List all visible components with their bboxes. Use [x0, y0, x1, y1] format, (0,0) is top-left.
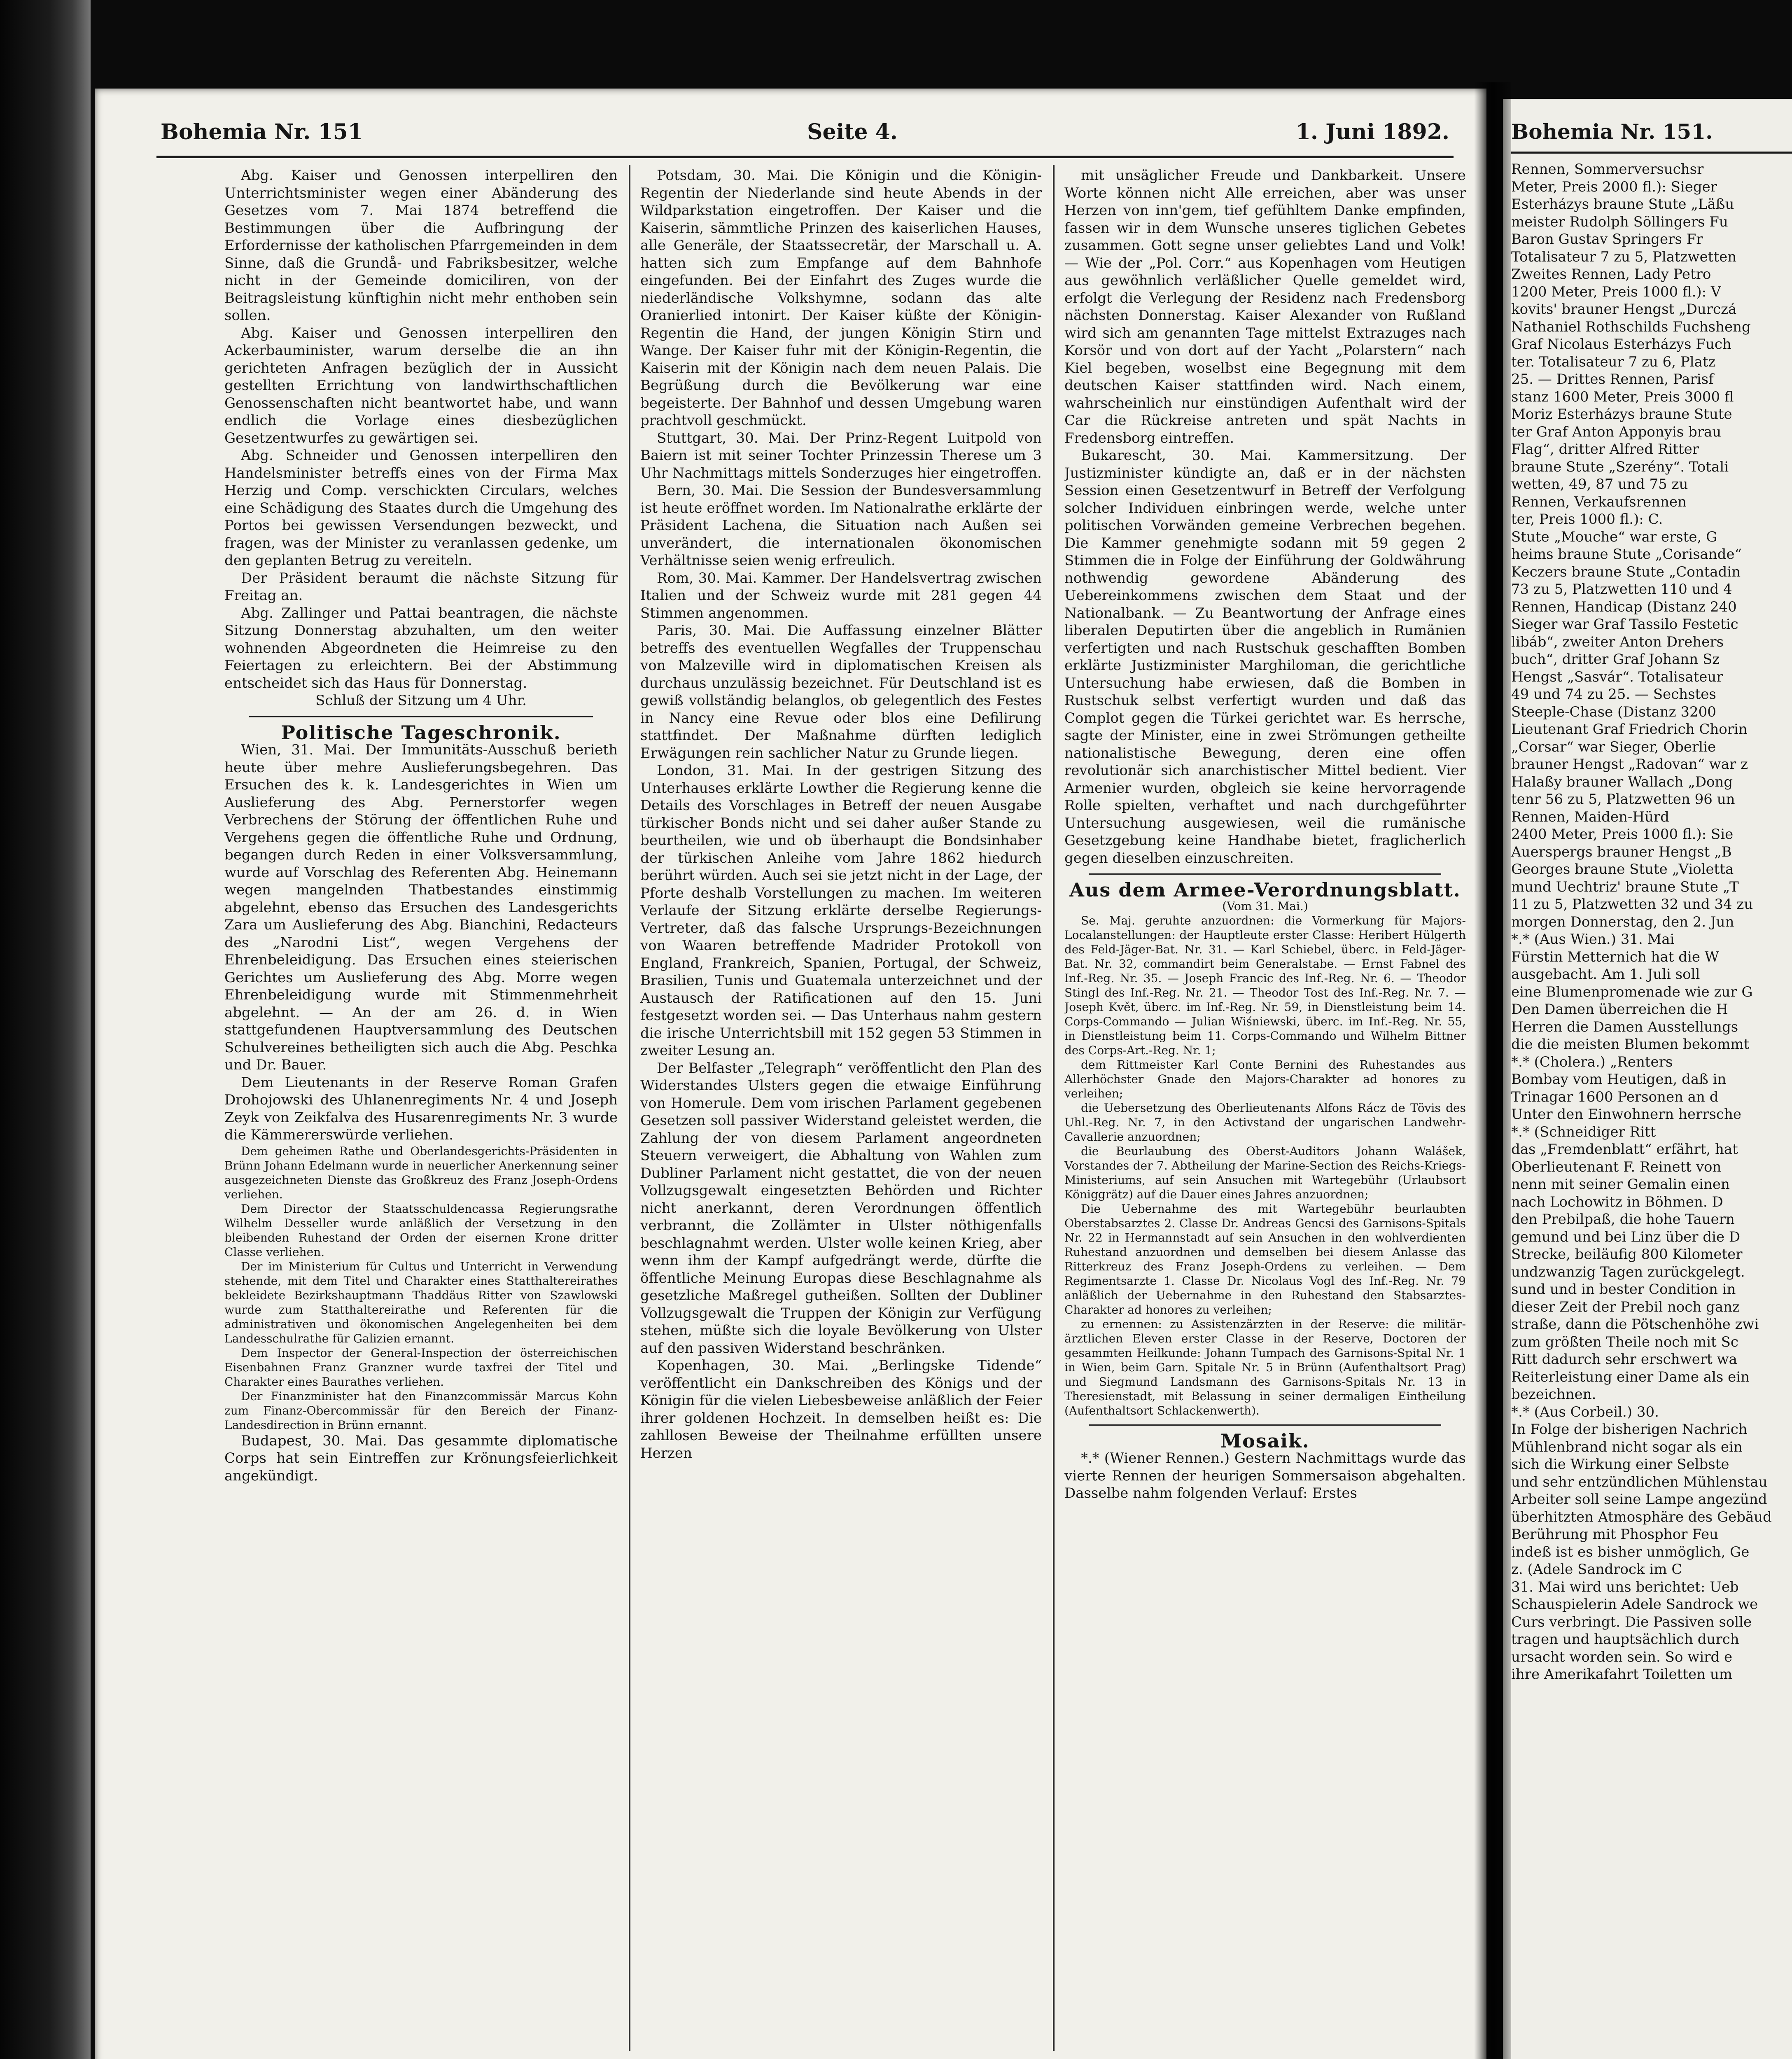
adjacent-page-line: Georges braune Stute „Violetta: [1511, 861, 1734, 878]
article-paragraph: Dem Lieutenants in der Reserve Roman Grafen Drohojowski des Uhlanenregiments Nr. 4 und Joseph Zeyk von Zeikfalva des Husarenregiments Nr. 3 wurde die Kämmererswürde verliehen.: [224, 1074, 618, 1143]
article-paragraph: Dem Inspector der General-Inspection der österreichischen Eisenbahnen Franz Granzner wurde taxfrei der Titel und Charakter eines Baurathes verliehen.: [224, 1346, 618, 1389]
adjacent-page-line: Auerspergs brauner Hengst „B: [1511, 843, 1732, 860]
decree-paragraph: die Uebersetzung des Oberlieutenants Alfons Rácz de Tövis des Uhl.-Reg. Nr. 7, in den Activstand der ungarischen Landwehr-Cavallerie anzuordnen;: [1064, 1101, 1466, 1144]
adjacent-page-line: Esterházys braune Stute „Läßu: [1511, 196, 1734, 212]
article-paragraph: Der im Ministerium für Cultus und Unterricht in Verwendung stehende, mit dem Titel und Charakter eines Statthaltereirathes bekleidete Bezirkshauptmann Thaddäus Ritter von Szawlowski wurde zum Statthaltereirathe und Referenten für die administrativen und ökonomischen Angelegenheiten bei dem Landesschulrathe für Galizien ernannt.: [224, 1259, 618, 1345]
adjacent-page-line: überhitzten Atmosphäre des Gebäud: [1511, 1508, 1772, 1525]
adjacent-page-line: Stute „Mouche“ war erste, G: [1511, 528, 1717, 545]
article-paragraph: Wien, 31. Mai. Der Immunitäts-Ausschuß berieth heute über mehre Auslieferungsbegehren. Das Ersuchen des k. k. Landesgerichtes in Wien um Auslieferung des Abg. Pernerstorfer wegen Verbrechens der Störung der öffentlichen Ruhe und Vergehens gegen die öffentliche Ruhe und Ordnung, begangen durch Reden in einer Volksversammlung, wurde auf Vorschlag des Referenten Abg. Heinemann wegen mangelnden Thatbestandes einstimmig abgelehnt, ebenso das Ersuchen des Landesgerichts Zara um Auslieferung des Abg. Bianchini, Redacteurs des „Narodni List“, wegen Vergehens der Ehrenbeleidigung. Das Ersuchen eines steierischen Gerichtes um Auslieferung des Abg. Morre wegen Ehrenbeleidigung wurde mit Stimmenmehrheit abgelehnt. — An der am 26. d. in Wien stattgefundenen Hauptversammlung des Deutschen Schulvereines betheiligten sich auch die Abg. Peschka und Dr. Bauer.: [224, 742, 618, 1073]
adjacent-page-line: ihre Amerikafahrt Toiletten um: [1511, 1666, 1733, 1683]
article-paragraph: Der Präsident beraumt die nächste Sitzung für Freitag an.: [224, 570, 618, 604]
column-rule: [629, 165, 630, 2051]
article-paragraph: Paris, 30. Mai. Die Auffassung einzelner Blätter betreffs des eventuellen Wegfalles der Truppenschau von Malzeville wird in diplomatischen Kreisen als durchaus unzulässig bezeichnet. Für Deutschland ist es gewiß vollständig belanglos, ob gelegentlich des Festes in Nancy eine Revue oder blos eine Defilirung stattfindet. Der Maßnahme dürften lediglich Erwägungen rein sachlicher Natur zu Grunde liegen.: [640, 622, 1042, 761]
adjacent-page-line: Sieger war Graf Tassilo Festetic: [1511, 616, 1738, 633]
adjacent-page-column: [1511, 161, 1792, 2059]
article-paragraph: Bern, 30. Mai. Die Session der Bundesversammlung ist heute eröffnet worden. Im Nationalrathe erklärte der Präsident Lachena, die Situation nach Außen sei unverändert, die internationalen ökonomischen Verhältnisse seien wenig erfreulich.: [640, 482, 1042, 569]
adjacent-page-line: Zweites Rennen, Lady Petro: [1511, 266, 1711, 282]
adjacent-page-line: morgen Donnerstag, den 2. Jun: [1511, 913, 1734, 930]
adjacent-page-line: und sehr entzündlichen Mühlenstau: [1511, 1473, 1768, 1490]
article-paragraph: mit unsäglicher Freude und Dankbarkeit. Unsere Worte können nicht Alle erreichen, aber was unser Herzen von inn'gem, tief gefühltem Danke empfinden, fassen wir in dem Wunsche unseres tiglichen Gebetes zusammen. Gott segne unser geliebtes Land und Volk! — Wie der „Pol. Corr.“ aus Kopenhagen vom Heutigen aus gewöhnlich verläßlicher Quelle gemeldet wird, erfolgt die Verlegung der Residenz nach Fredensborg nächsten Donnerstag. Kaiser Alexander von Rußland wird sich am genannten Tage mittelst Extrazuges nach Korsör und von dort auf der Yacht „Polarstern“ nach Kiel begeben, woselbst eine Begegnung mit dem deutschen Kaiser stattfinden wird. Nach einem, wahrscheinlich nur einstündigen Aufenthalt wird der Car die Rückreise antreten und spät Nachts in Fredensborg eintreffen.: [1064, 167, 1466, 446]
adjacent-page-line: Lieutenant Graf Friedrich Chorin: [1511, 721, 1748, 738]
adjacent-page-line: Trinagar 1600 Personen an d: [1511, 1088, 1719, 1105]
adjacent-page-line: das „Fremdenblatt“ erfährt, hat: [1511, 1141, 1738, 1158]
masthead-title: Bohemia Nr. 151: [161, 119, 363, 145]
adjacent-page-line: *.* (Cholera.) „Renters: [1511, 1053, 1673, 1070]
adjacent-page-line: Strecke, beiläufig 800 Kilometer: [1511, 1246, 1743, 1263]
adjacent-page-line: buch“, dritter Graf Johann Sz: [1511, 651, 1720, 668]
adjacent-page-line: 73 zu 5, Platzwetten 110 und 4: [1511, 581, 1732, 598]
header-rule: [156, 156, 1454, 158]
adjacent-page-line: *.* (Aus Wien.) 31. Mai: [1511, 931, 1675, 948]
adjacent-page-line: braune Stute „Szerény“. Totali: [1511, 458, 1729, 475]
section-heading: Aus dem Armee-Verordnungsblatt.: [1069, 879, 1461, 901]
article-paragraph: Dem Director der Staatsschuldencassa Regierungsrathe Wilhelm Desseller wurde anläßlich der Versetzung in den bleibenden Ruhestand der Orden der eisernen Krone dritter Classe verliehen.: [224, 1202, 618, 1259]
adjacent-page-line: Rennen, Sommerversuchsr: [1511, 161, 1704, 177]
adjacent-page-line: brauner Hengst „Radovan“ war z: [1511, 756, 1748, 773]
decree-paragraph: dem Rittmeister Karl Conte Bernini des Ruhestandes aus Allerhöchster Gnade den Majors-Charakter ad honores zu verleihen;: [1064, 1058, 1466, 1100]
article-paragraph: Stuttgart, 30. Mai. Der Prinz-Regent Luitpold von Baiern ist mit seiner Tochter Prinzessin Therese um 3 Uhr Nachmittags mittels Sonderzuges hier eingetroffen.: [640, 430, 1042, 481]
adjacent-page-line: Oberlieutenant F. Reinett von: [1511, 1158, 1722, 1175]
adjacent-page-line: Reiterleistung einer Dame als ein: [1511, 1368, 1750, 1385]
adjacent-page-line: Meter, Preis 2000 fl.): Sieger: [1511, 178, 1717, 195]
adjacent-page-line: Rennen, Verkaufsrennen: [1511, 493, 1687, 510]
adjacent-page-line: Hengst „Sasvár“. Totalisateur: [1511, 668, 1723, 685]
adjacent-page-line: Steeple-Chase (Distanz 3200: [1511, 703, 1716, 720]
adjacent-page-line: Berührung mit Phosphor Feu: [1511, 1526, 1718, 1543]
adjacent-page-line: 31. Mai wird uns berichtet: Ueb: [1511, 1578, 1739, 1595]
adjacent-page-line: gemund und bei Linz über die D: [1511, 1228, 1741, 1245]
adjacent-page-line: Rennen, Maiden-Hürd: [1511, 808, 1669, 825]
adjacent-page-line: Flag“, dritter Alfred Ritter: [1511, 441, 1699, 458]
adjacent-page-line: eine Blumenpromenade wie zur G: [1511, 983, 1753, 1000]
article-paragraph: Budapest, 30. Mai. Das gesammte diplomatische Corps hat sein Eintreffen zur Krönungsfeierlichkeit angekündigt.: [224, 1432, 618, 1484]
adjacent-page-line: nach Lochowitz in Böhmen. D: [1511, 1193, 1723, 1210]
column-1: [224, 167, 618, 2059]
adjacent-page-line: sund und in bester Condition in: [1511, 1281, 1736, 1298]
adjacent-page-header: Bohemia Nr. 151.: [1511, 119, 1713, 144]
adjacent-page-line: Rennen, Handicap (Distanz 240: [1511, 598, 1737, 615]
section-subheading: (Vom 31. Mai.): [1222, 899, 1308, 913]
adjacent-page-line: *.* (Aus Corbeil.) 30.: [1511, 1403, 1659, 1420]
adjacent-page-line: 2400 Meter, Preis 1000 fl.): Sie: [1511, 826, 1734, 843]
article-paragraph: Schluß der Sitzung um 4 Uhr.: [315, 692, 527, 709]
adjacent-page-line: Curs verbringt. Die Passiven solle: [1511, 1613, 1752, 1630]
adjacent-page-line: 11 zu 5, Platzwetten 32 und 34 zu: [1511, 896, 1753, 913]
article-paragraph: Bukarescht, 30. Mai. Kammersitzung. Der Justizminister kündigte an, daß er in der nächsten Session einen Gesetzentwurf in Betreff der Verfolgung solcher Individuen einbringen werde, welche unter politischen Vorwänden gemeine Verbrechen begehen. Die Kammer genehmigte sodann mit 59 gegen 2 Stimmen die in Folge der Einführung der Goldwährung nothwendig gewordene Abänderung des Uebereinkommens zwischen dem Staat und der Nationalbank. — Zu Beantwortung der Anfrage eines liberalen Deputirten über die angeblich in Rumänien verfertigten und nach Rustschuk geschafften Bomben erklärte Justizminister Marghiloman, die gerichtliche Untersuchung habe erwiesen, daß die Bomben in Rustschuk selbst verfertigt wurden und daß das Complot gegen die Türkei gerichtet war. Es herrsche, sagte der Minister, eine in zwei Strömungen getheilte nationalistische Bewegung, deren eine offen revolutionär sich anarchistischer Mittel bedient. Vier Armenier wurden, obgleich sie keine hervorragende Rolle spielten, verhaftet und nach durchgeführter Untersuchung ausgewiesen, weil die rumänische Gesetzgebung keine Handhabe bietet, fraglicherlich gegen dieselben einzuschreiten.: [1064, 447, 1466, 866]
adjacent-page-line: kovits' brauner Hengst „Durczá: [1511, 301, 1737, 317]
adjacent-page-line: ausgebacht. Am 1. Juli soll: [1511, 966, 1700, 983]
column-3: [1064, 167, 1466, 2059]
section-heading: Politische Tageschronik.: [281, 721, 561, 744]
article-paragraph: Kopenhagen, 30. Mai. „Berlingske Tidende“ veröffentlicht ein Dankschreiben des Königs und der Königin für die vielen Liebesbeweise anläßlich der Feier ihrer goldenen Hochzeit. In demselben heißt es: Die zahllosen Beweise der Theilnahme erfüllten unsere Herzen: [640, 1357, 1042, 1461]
adjacent-page-line: tragen und hauptsächlich durch: [1511, 1631, 1739, 1648]
adjacent-page-line: 49 und 74 zu 25. — Sechstes: [1511, 686, 1716, 703]
adjacent-page-line: tenr 56 zu 5, Platzwetten 96 un: [1511, 791, 1735, 808]
adjacent-page-line: ursacht worden sein. So wird e: [1511, 1648, 1733, 1665]
adjacent-page-line: bezeichnen.: [1511, 1386, 1596, 1403]
section-heading: Mosaik.: [1220, 1429, 1310, 1452]
adjacent-page-line: Ritt dadurch sehr erschwert wa: [1511, 1351, 1737, 1368]
adjacent-page-line: sich die Wirkung einer Selbste: [1511, 1456, 1729, 1473]
adjacent-page-line: *.* (Schneidiger Ritt: [1511, 1123, 1656, 1140]
adjacent-page-line: nenn mit seiner Gemalin einen: [1511, 1176, 1730, 1193]
adjacent-page-line: meister Rudolph Söllingers Fu: [1511, 213, 1728, 230]
adjacent-page-line: Bombay vom Heutigen, daß in: [1511, 1071, 1727, 1088]
adjacent-page-line: stanz 1600 Meter, Preis 3000 fl: [1511, 388, 1734, 405]
article-paragraph: Abg. Schneider und Genossen interpelliren den Handelsminister betreffs eines von der Firma Max Herzig und Comp. verschickten Circulars, welches eine Schädigung des Staates durch die Umgehung des Portos bei gewissen Versendungen bezweckt, und fragen, was der Minister zu veranlassen gedenke, um den geplanten Betrug zu vereiteln.: [224, 447, 618, 569]
adjacent-page-line: z. (Adele Sandrock im C: [1511, 1561, 1682, 1578]
adjacent-page-line: Halaßy brauner Wallach „Dong: [1511, 773, 1733, 790]
adjacent-page-line: Schauspielerin Adele Sandrock we: [1511, 1596, 1758, 1613]
adjacent-page-line: Baron Gustav Springers Fr: [1511, 231, 1703, 247]
adjacent-page-line: dieser Zeit der Prebil noch ganz: [1511, 1298, 1740, 1315]
article-paragraph: Abg. Kaiser und Genossen interpelliren den Unterrichtsminister wegen einer Abänderung des Gesetzes vom 7. Mai 1874 betreffend die Bestimmungen über die Aufbringung der Erfordernisse der katholischen Pfarrgemeinden in dem Sinne, daß die Grundå- und Fabriksbesitzer, welche nicht in der Gemeinde domiciliren, von der Beitragsleistung künftighin nicht mehr enthoben sein sollen.: [224, 167, 618, 324]
decree-paragraph: die Beurlaubung des Oberst-Auditors Johann Walášek, Vorstandes der 7. Abtheilung der Marine-Section des Reichs-Kriegs-Ministeriums, auf sein Ansuchen mit Wartegebühr (Urlaubsort Königgrätz) auf die Dauer eines Jahres anzuordnen;: [1064, 1144, 1466, 1201]
article-paragraph: Der Finanzminister hat den Finanzcommissär Marcus Kohn zum Finanz-Obercommissär für den Bereich der Finanz-Landesdirection in Brünn ernannt.: [224, 1389, 618, 1432]
adjacent-header-rule: [1511, 152, 1792, 154]
article-paragraph: Abg. Kaiser und Genossen interpelliren den Ackerbauminister, warum derselbe die an ihn gerichteten Anfragen bezüglich der in Aussicht gestellten Errichtung von landwirthschaftlichen Genossenschaften nicht beantwortet habe, und wann endlich die Vorlage eines diesbezüglichen Gesetzentwurfes zu gewärtigen sei.: [224, 324, 618, 446]
adjacent-page-line: 25. — Drittes Rennen, Parisf: [1511, 371, 1714, 388]
adjacent-page-line: indeß ist es bisher unmöglich, Ge: [1511, 1543, 1750, 1560]
adjacent-page-line: Den Damen überreichen die H: [1511, 1001, 1728, 1018]
adjacent-page-line: Moriz Esterházys braune Stute: [1511, 406, 1732, 423]
article-paragraph: Rom, 30. Mai. Kammer. Der Handelsvertrag zwischen Italien und der Schweiz wurde mit 281 gegen 44 Stimmen angenommen.: [640, 570, 1042, 621]
adjacent-page-line: libáb“, zweiter Anton Drehers: [1511, 633, 1724, 650]
adjacent-page-line: In Folge der bisherigen Nachrich: [1511, 1421, 1748, 1438]
section-separator: [1089, 873, 1441, 875]
adjacent-page-line: die die meisten Blumen bekommt: [1511, 1036, 1750, 1053]
adjacent-page-line: straße, dann die Pötschenhöhe zwi: [1511, 1316, 1759, 1333]
column-rule: [1053, 165, 1055, 2051]
page-header: [161, 119, 1449, 148]
adjacent-page-line: undzwanzig Tagen zurückgelegt.: [1511, 1263, 1745, 1280]
adjacent-page-line: Arbeiter soll seine Lampe angezünd: [1511, 1491, 1767, 1508]
article-paragraph: London, 31. Mai. In der gestrigen Sitzung des Unterhauses erklärte Lowther die Regierung kenne die Details des Vorschlages in Betreff der neuen Ausgabe türkischer Bonds nicht und sei daher außer Stande zu beurtheilen, wie und ob überhaupt die Bondsinhaber der türkischen Anleihe vom Jahre 1862 hiedurch berührt würden. Auch sei sie jetzt nicht in der Lage, der Pforte deshalb Vorstellungen zu machen. Im weiteren Verlaufe der Sitzung erklärte derselbe Regierungs-Vertreter, daß das falsche Ursprungs-Bezeichnungen von Waaren betreffende Madrider Protokoll von England, Frankreich, Spanien, Portugal, der Schweiz, Brasilien, Tunis und Guatemala unterzeichnet und der Austausch der Ratificationen auf den 15. Juni festgesetzt worden sei. — Das Unterhaus nahm gestern die irische Unterrichtsbill mit 152 gegen 53 Stimmen in zweiter Lesung an.: [640, 762, 1042, 1059]
adjacent-page-line: den Prebilpaß, die hohe Tauern: [1511, 1211, 1735, 1228]
decree-paragraph: zu ernennen: zu Assistenzärzten in der Reserve: die militär-ärztlichen Eleven erster Classe in der Reserve, Doctoren der gesammten Heilkunde: Johann Tumpach des Garnisons-Spital Nr. 1 in Wien, beim Garn. Spitale Nr. 5 in Brünn (Aufenthaltsort Prag) und Siegmund Landsmann des Garnisons-Spitals Nr. 13 in Theresienstadt, mit Belassung in seiner dermaligen Eintheilung (Aufenthaltsort Schlackenwerth).: [1064, 1317, 1466, 1417]
decree-paragraph: Die Uebernahme des mit Wartegebühr beurlaubten Oberstabsarztes 2. Classe Dr. Andreas Gencsi des Garnisons-Spitals Nr. 22 in Hermannstadt auf sein Ansuchen in den wohlverdienten Ruhestand anzuordnen und demselben bei diesem Anlasse das Ritterkreuz des Franz Joseph-Ordens zu verleihen. — Dem Regimentsarzte 1. Classe Dr. Nicolaus Vogl des Inf.-Reg. Nr. 79 anläßlich der Uebernahme in den Ruhestand den Stabsarztes-Charakter ad honores zu verleihen;: [1064, 1202, 1466, 1317]
scan-border: [0, 0, 91, 2059]
adjacent-page-line: heims braune Stute „Corisande“: [1511, 546, 1742, 563]
adjacent-page-line: ter. Totalisateur 7 zu 6, Platz: [1511, 353, 1716, 370]
page-gutter: [1474, 82, 1511, 2059]
article-paragraph: Der Belfaster „Telegraph“ veröffentlicht den Plan des Widerstandes Ulsters gegen die etwaige Einführung von Homerule. Dem vom irischen Parlament gegebenen Gesetzen soll passiver Widerstand geleistet werden, die Zahlung der von diesem Parlament angeordneten Steuern verweigert, die Abhaltung von Wahlen zum Dubliner Parlament nicht gestattet, die von der neuen Vollzugsgewalt eingesetzten Behörden und Richter nicht anerkannt, deren Verordnungen öffentlich verbrannt, die Zollämter in Ulster nöthigenfalls beschlagnahmt werden. Ulster wolle keinen Krieg, aber wenn ihm der Kampf aufgedrängt werde, dürfte die öffentliche Meinung Europas diese Beschlagnahme als gesetzliche Maßregel gutheißen. Sollten der Dubliner Vollzugsgewalt die Truppen der Königin zur Verfügung stehen, müßte sich die loyale Bevölkerung von Ulster auf den passiven Widerstand beschränken.: [640, 1060, 1042, 1356]
adjacent-page-line: Graf Nicolaus Esterházys Fuch: [1511, 336, 1731, 353]
decree-paragraph: Se. Maj. geruhte anzuordnen: die Vormerkung für Majors-Localanstellungen: der Hauptleute erster Classe: Heribert Hülgerth des Feld-Jäger-Bat. Nr. 31. — Karl Schiebel, überc. in Feld-Jäger-Bat. Nr. 32, commandirt beim Generalstabe. — Ernst Fabnel des Inf.-Reg. Nr. 35. — Joseph Francic des Inf.-Reg. Nr. 6. — Theodor Stingl des Inf.-Reg. Nr. 21. — Theodor Tost des Inf.-Reg. Nr. 7. — Joseph Květ, überc. im Inf.-Reg. Nr. 59, in Dienstleistung beim 14. Corps-Commando — Julian Wiśniewski, überc. im Inf.-Reg. Nr. 55, in Dienstleistung beim 11. Corps-Commando und Wilhelm Bittner des Corps-Art.-Reg. Nr. 1;: [1064, 913, 1466, 1057]
adjacent-page-line: Nathaniel Rothschilds Fuchsheng: [1511, 318, 1751, 335]
article-paragraph: Dem geheimen Rathe und Oberlandesgerichts-Präsidenten in Brünn Johann Edelmann wurde in neuerlicher Anerkennung seiner ausgezeichneten Dienste das Großkreuz des Franz Joseph-Ordens verliehen.: [224, 1144, 618, 1201]
adjacent-page-line: mund Uechtriz' braune Stute „T: [1511, 878, 1739, 895]
adjacent-page-line: „Corsar“ war Sieger, Oberlie: [1511, 738, 1716, 755]
adjacent-page-line: 1200 Meter, Preis 1000 fl.): V: [1511, 283, 1721, 300]
column-2: [640, 167, 1042, 2059]
adjacent-page-line: Keczers braune Stute „Contadin: [1511, 563, 1741, 580]
adjacent-page-line: ter Graf Anton Apponyis brau: [1511, 423, 1722, 440]
adjacent-page-line: ter, Preis 1000 fl.): C.: [1511, 511, 1663, 528]
adjacent-page-line: wetten, 49, 87 und 75 zu: [1511, 476, 1688, 493]
section-separator: [249, 716, 593, 717]
issue-date: 1. Juni 1892.: [1295, 119, 1449, 145]
section-separator: [1089, 1424, 1441, 1426]
article-paragraph: Potsdam, 30. Mai. Die Königin und die Königin-Regentin der Niederlande sind heute Abends in der Wildparkstation eingetroffen. Der Kaiser und die Kaiserin, sämmtliche Prinzen des kaiserlichen Hauses, alle Generäle, der Staatssecretär, der Marschall u. A. hatten sich zum Empfange auf dem Bahnhofe eingefunden. Bei der Einfahrt des Zuges wurde die niederländische Volkshymne, sodann das alte Oranierlied intonirt. Der Kaiser küßte der Königin-Regentin die Hand, der jungen Königin Stirn und Wange. Der Kaiser fuhr mit der Königin-Regentin, die Kaiserin mit der Königin nach dem neuen Palais. Die Begrüßung durch die Bevölkerung war eine begeisterte. Der Bahnhof und dessen Umgebung waren prachtvoll geschmückt.: [640, 167, 1042, 429]
adjacent-page-line: Fürstin Metternich hat die W: [1511, 948, 1719, 965]
adjacent-page-line: Unter den Einwohnern herrsche: [1511, 1106, 1742, 1123]
adjacent-page: [1503, 99, 1792, 2059]
page-number: Seite 4.: [807, 119, 898, 145]
adjacent-page-line: Totalisateur 7 zu 5, Platzwetten: [1511, 248, 1737, 265]
article-paragraph: Abg. Zallinger und Pattai beantragen, die nächste Sitzung Donnerstag abzuhalten, um den weiter wohnenden Abgeordneten die Heimreise zu den Feiertagen zu erleichtern. Bei der Abstimmung entscheidet sich das Haus für Donnerstag.: [224, 605, 618, 691]
adjacent-page-line: zum größten Theile noch mit Sc: [1511, 1333, 1738, 1350]
adjacent-page-line: Mühlenbrand nicht sogar als ein: [1511, 1438, 1743, 1455]
article-paragraph: *.* (Wiener Rennen.) Gestern Nachmittags wurde das vierte Rennen der heurigen Sommersaison abgehalten. Dasselbe nahm folgenden Verlauf: Erstes: [1064, 1450, 1466, 1501]
adjacent-page-line: Herren die Damen Ausstellungs: [1511, 1018, 1738, 1035]
